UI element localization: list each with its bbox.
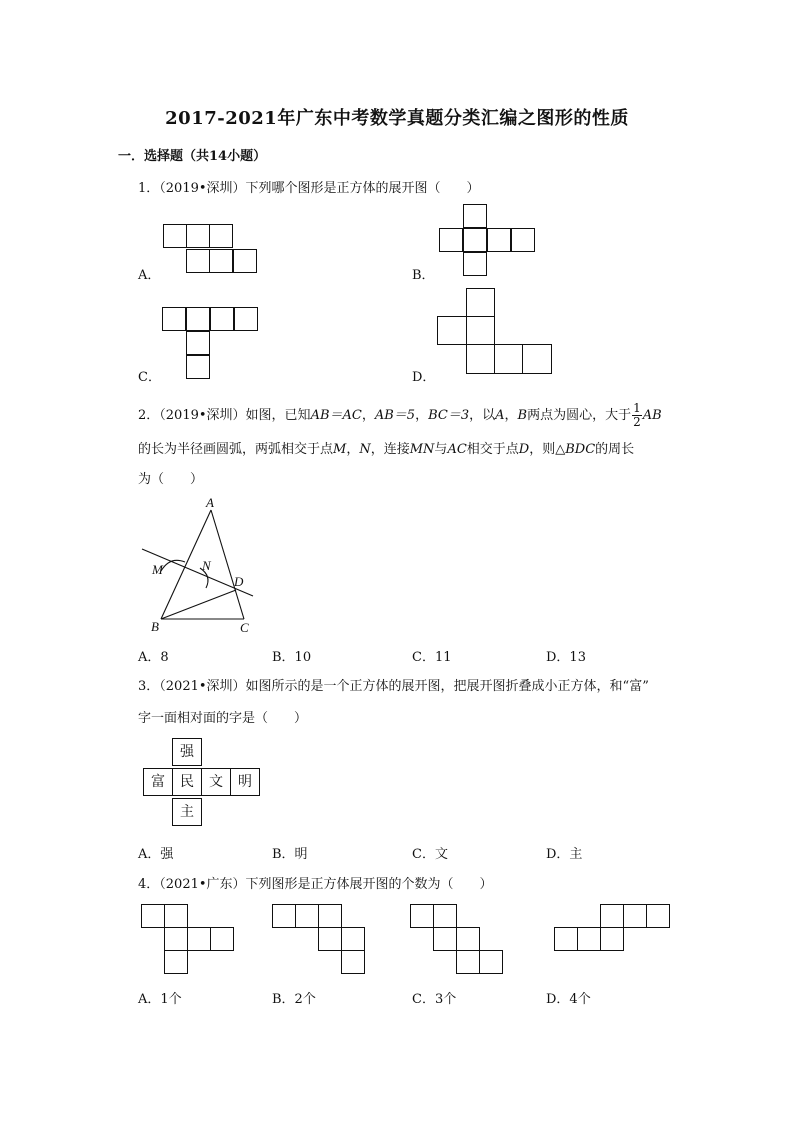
net-square [456, 927, 480, 951]
condition-ab-ac: AB＝AC [310, 408, 362, 423]
net-square [318, 904, 342, 928]
point-d: D [518, 442, 530, 457]
stem-text: ，则△ [529, 442, 566, 457]
net-face-center: 民 [172, 768, 202, 796]
net-square [209, 224, 233, 248]
net-square [318, 927, 342, 951]
section-heading: 一．选择题（共14小题） [118, 149, 267, 164]
q1-option-d[interactable]: D． [412, 370, 436, 385]
condition-ab-length: AB＝5 [374, 408, 416, 423]
net-square [437, 316, 467, 345]
q4-option-d[interactable]: D．4个 [546, 992, 591, 1007]
stem-text: 的长为半径画圆弧，两弧相交于点 [138, 442, 334, 457]
net-square [164, 950, 188, 974]
net-square [186, 355, 210, 379]
question-3-stem-line-1 [138, 675, 649, 694]
point-n: N [359, 442, 371, 457]
label-d: D [234, 574, 244, 589]
net-square [600, 904, 624, 928]
triangle-bdc: BDC [565, 442, 596, 457]
net-square [600, 927, 624, 951]
fraction-one-half [632, 402, 642, 429]
point-b: B [517, 408, 528, 423]
net-square [210, 927, 234, 951]
net-square [187, 927, 211, 951]
net-square [164, 904, 188, 928]
label-b: B [151, 619, 159, 634]
net-face-right-2: 明 [230, 768, 260, 796]
net-square [295, 904, 319, 928]
stem-text: 的周长 [595, 442, 635, 457]
segment-ab: AB [642, 408, 662, 423]
question-2-stem-line-3: 为（ ） [138, 472, 204, 487]
question-number: 2． [138, 408, 160, 423]
q3-option-b[interactable]: B．明 [272, 847, 308, 862]
net-face-top: 强 [172, 738, 202, 766]
net-square [186, 331, 210, 355]
net-square [623, 904, 647, 928]
net-square [466, 344, 495, 374]
net-square [234, 307, 258, 331]
net-square [163, 224, 187, 248]
net-square [186, 224, 210, 248]
question-2-stem-line-2 [138, 438, 634, 457]
net-square [433, 927, 457, 951]
question-1-stem [138, 177, 480, 196]
stem-text: ，连接 [370, 442, 410, 457]
q3-option-a[interactable]: A．强 [138, 847, 174, 862]
net-square [341, 927, 365, 951]
q2-option-d[interactable]: D．13 [546, 650, 586, 665]
net-face-bottom: 主 [172, 798, 202, 826]
label-a: A [206, 495, 214, 510]
point-a: A [495, 408, 505, 423]
stem-text: ， [346, 442, 360, 457]
net-face-right-1: 文 [201, 768, 231, 796]
net-square [487, 228, 511, 252]
q3-option-d[interactable]: D．主 [546, 847, 583, 862]
question-2-stem-line-1 [138, 402, 662, 429]
stem-text: ，以 [469, 408, 496, 423]
segment-mn: MN [409, 442, 435, 457]
question-text: 如图所示的是一个正方体的展开图，把展开图折叠成小正方体，和“富” [245, 679, 649, 694]
stem-text: ， [504, 408, 518, 423]
q2-option-b[interactable]: B．10 [272, 650, 312, 665]
stem-text: 相交于点 [466, 442, 519, 457]
net-square [233, 249, 257, 273]
question-source: （2021•广东） [159, 877, 246, 892]
q2-option-c[interactable]: C．11 [412, 650, 452, 665]
q1-option-b[interactable]: B． [412, 268, 435, 283]
label-m: M [152, 562, 163, 577]
net-square [141, 904, 165, 928]
net-square [466, 316, 495, 345]
q4-option-a[interactable]: A．1个 [138, 992, 182, 1007]
net-square [439, 228, 463, 252]
label-n: N [202, 558, 211, 573]
question-text: 下列图形是正方体展开图的个数为（ ） [245, 877, 493, 892]
net-square [272, 904, 296, 928]
q2-option-a[interactable]: A．8 [138, 650, 169, 665]
net-square [479, 950, 503, 974]
question-source: （2019•深圳） [159, 408, 246, 423]
question-source: （2019•深圳） [159, 181, 246, 196]
question-number: 4． [138, 877, 160, 892]
net-square [494, 344, 523, 374]
side-ac [211, 510, 244, 619]
net-square [456, 950, 480, 974]
segment-ac: AC [447, 442, 467, 457]
question-4-stem [138, 873, 493, 892]
point-m: M [333, 442, 347, 457]
net-square [646, 904, 670, 928]
net-square [186, 249, 210, 273]
fraction-numerator: 1 [633, 401, 641, 415]
q4-option-b[interactable]: B．2个 [272, 992, 316, 1007]
page-title: 2017-2021年广东中考数学真题分类汇编之图形的性质 [165, 108, 629, 129]
net-square [463, 228, 487, 252]
net-square [511, 228, 535, 252]
fraction-denominator: 2 [633, 415, 641, 429]
net-square [554, 927, 578, 951]
label-c: C [240, 620, 249, 635]
question-number: 1． [138, 181, 160, 196]
q1-option-a[interactable]: A． [138, 268, 161, 283]
stem-text: 与 [434, 442, 448, 457]
net-face-left: 富 [143, 768, 173, 796]
net-square [410, 904, 434, 928]
q4-option-c[interactable]: C．3个 [412, 992, 457, 1007]
stem-text: ， [415, 408, 429, 423]
net-square [577, 927, 601, 951]
question-text: 下列哪个图形是正方体的展开图（ ） [245, 181, 480, 196]
question-number: 3． [138, 679, 160, 694]
net-square [463, 252, 487, 276]
net-square [522, 344, 552, 374]
net-square [209, 249, 233, 273]
stem-text: 两点为圆心，大于 [527, 408, 632, 423]
net-square [466, 288, 495, 317]
net-square [210, 307, 234, 331]
net-square [433, 904, 457, 928]
net-square [162, 307, 186, 331]
net-square [341, 950, 365, 974]
q3-option-c[interactable]: C．文 [412, 847, 448, 862]
net-square [164, 927, 188, 951]
question-3-stem-line-2: 字一面相对面的字是（ ） [138, 711, 308, 726]
net-square [186, 307, 210, 331]
q1-option-c[interactable]: C． [138, 370, 161, 385]
question-source: （2021•深圳） [159, 679, 246, 694]
q2-triangle-figure [130, 492, 280, 637]
net-square [463, 204, 487, 228]
stem-text: 如图，已知 [245, 408, 311, 423]
stem-text: ， [361, 408, 375, 423]
condition-bc-length: BC＝3 [428, 408, 470, 423]
